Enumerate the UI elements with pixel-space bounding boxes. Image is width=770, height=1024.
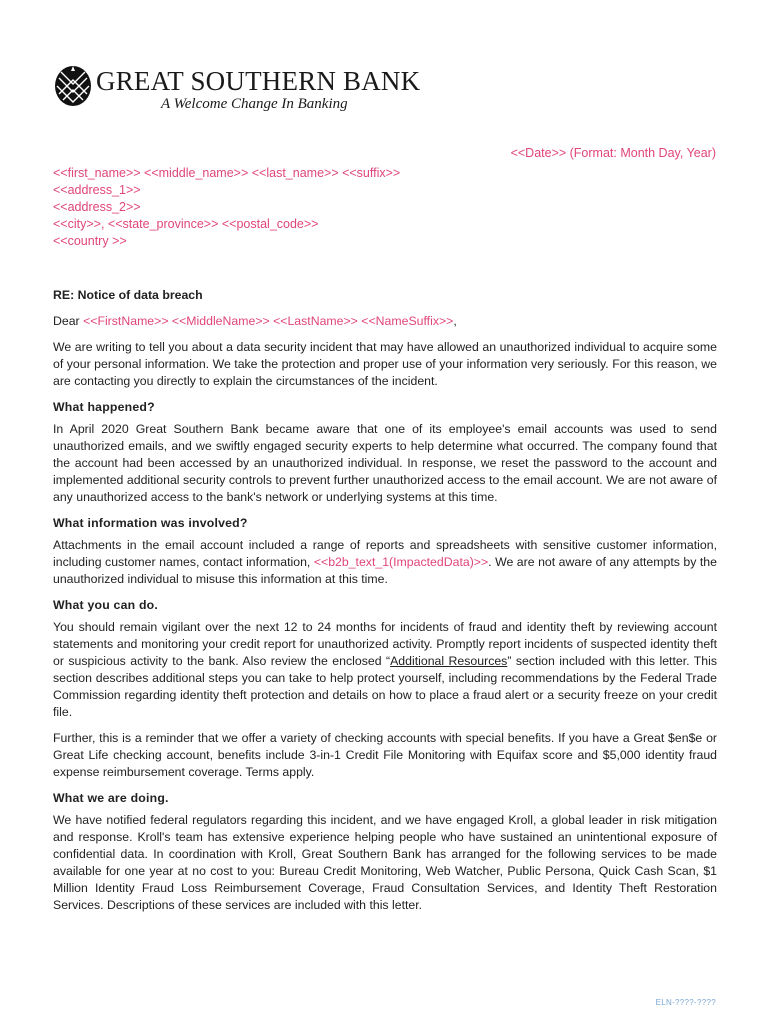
salutation xyxy=(53,313,717,330)
footer-code: ELN-????-???? xyxy=(655,998,716,1007)
what-you-can-do-text-after: ” section included with this letter. This section describes additional steps you can take to help protect yourself, including recommendations by the Federal Trade Commission regarding identity theft protection and details on how to place a fraud alert or a security freeze on your credit file. xyxy=(53,654,718,719)
bank-tagline: A Welcome Change In Banking xyxy=(161,96,348,112)
what-we-do-text: We have notified federal regulators regarding this incident, and we have engaged Kroll, a global leader in risk mitigation and response. Kroll's team has extensive experience helping people who have sustained an unintentional exposure of confidential data. In coordination with Kroll, Great Southern Bank has arranged for the following services to be made available for one year at no cost to you: Bureau Credit Monitoring, Web Watcher, Public Persona, Quick Cash Scan, $1 Million Identity Fraud Loss Reimbursement Coverage, Fraud Consultation Services, and Identity Theft Restoration Services. Descriptions of these services are included with this letter. xyxy=(53,813,717,912)
additional-resources-link[interactable]: Additional Resources xyxy=(390,654,508,668)
bank-logo xyxy=(53,64,421,116)
what-we-do-heading: What we are doing. xyxy=(53,791,169,805)
recipient-address xyxy=(53,165,400,250)
what-happened-text: In April 2020 Great Southern Bank became aware that one of its employee's email accounts was used to send unauthorized emails, and we swiftly engaged security experts to help determine what occurred. The company found that the account had been accessed by an unauthorized individual. In response, we reset the password to the account and implemented additional security controls to prevent further unauthorized access to the email account. We are not aware of any unauthorized access to the bank's network or underlying systems at this time. xyxy=(53,422,717,504)
what-happened-heading: What happened? xyxy=(53,400,155,414)
what-you-can-do-text-before: You should remain vigilant over the next 12 to 24 months for incidents of fraud and identity theft by reviewing account statements and monitoring your credit report for unauthorized activity. Promptly report incidents of suspected identity theft or suspicious activity to the bank. Also review the enclosed “ xyxy=(53,620,717,668)
subject-line: RE: Notice of data breach xyxy=(53,288,203,302)
what-you-can-do-heading: What you can do. xyxy=(53,598,158,612)
what-info-text-before: Attachments in the email account included a range of reports and spreadsheets with sensitive customer information, including customer names, contact information, xyxy=(53,538,717,569)
address-line-1: <<address_1>> xyxy=(53,183,141,197)
what-you-can-do-text xyxy=(53,619,717,721)
address-line-name: <<first_name>> <<middle_name>> <<last_name>> <<suffix>> xyxy=(53,166,401,180)
salutation-suffix: , xyxy=(453,314,457,328)
what-info-heading: What information was involved? xyxy=(53,516,248,530)
what-info-text xyxy=(53,537,717,588)
intro-paragraph: We are writing to tell you about a data security incident that may have allowed an unauthorized individual to acquire some of your personal information. We take the protection and proper use of your information very seriously. For this reason, we are contacting you directly to explain the circumstances of the incident. xyxy=(53,340,717,388)
address-line-city: <<city>>, <<state_province>> <<postal_code>> xyxy=(53,217,319,231)
further-paragraph: Further, this is a reminder that we offer a variety of checking accounts with special benefits. If you have a Great $en$e or Great Life checking account, benefits include 3-in-1 Credit File Monitoring with Equifax score and $5,000 identity fraud expense reimbursement coverage. Terms apply. xyxy=(53,731,717,779)
what-info-text-after: . We are not aware of any attempts by the unauthorized individual to misuse this information at this time. xyxy=(53,555,717,586)
date-placeholder: <<Date>> (Format: Month Day, Year) xyxy=(510,146,716,160)
salutation-names: <<FirstName>> <<MiddleName>> <<LastName>> <<NameSuffix>> xyxy=(83,314,454,328)
bank-name: GREAT SOUTHERN BANK xyxy=(96,66,421,96)
pineapple-icon xyxy=(53,64,93,108)
letter-body xyxy=(53,287,717,923)
impacted-data-placeholder: <<b2b_text_1(ImpactedData)>> xyxy=(313,555,489,569)
salutation-prefix: Dear xyxy=(53,314,84,328)
address-line-2: <<address_2>> xyxy=(53,200,141,214)
address-line-country: <<country >> xyxy=(53,234,127,248)
